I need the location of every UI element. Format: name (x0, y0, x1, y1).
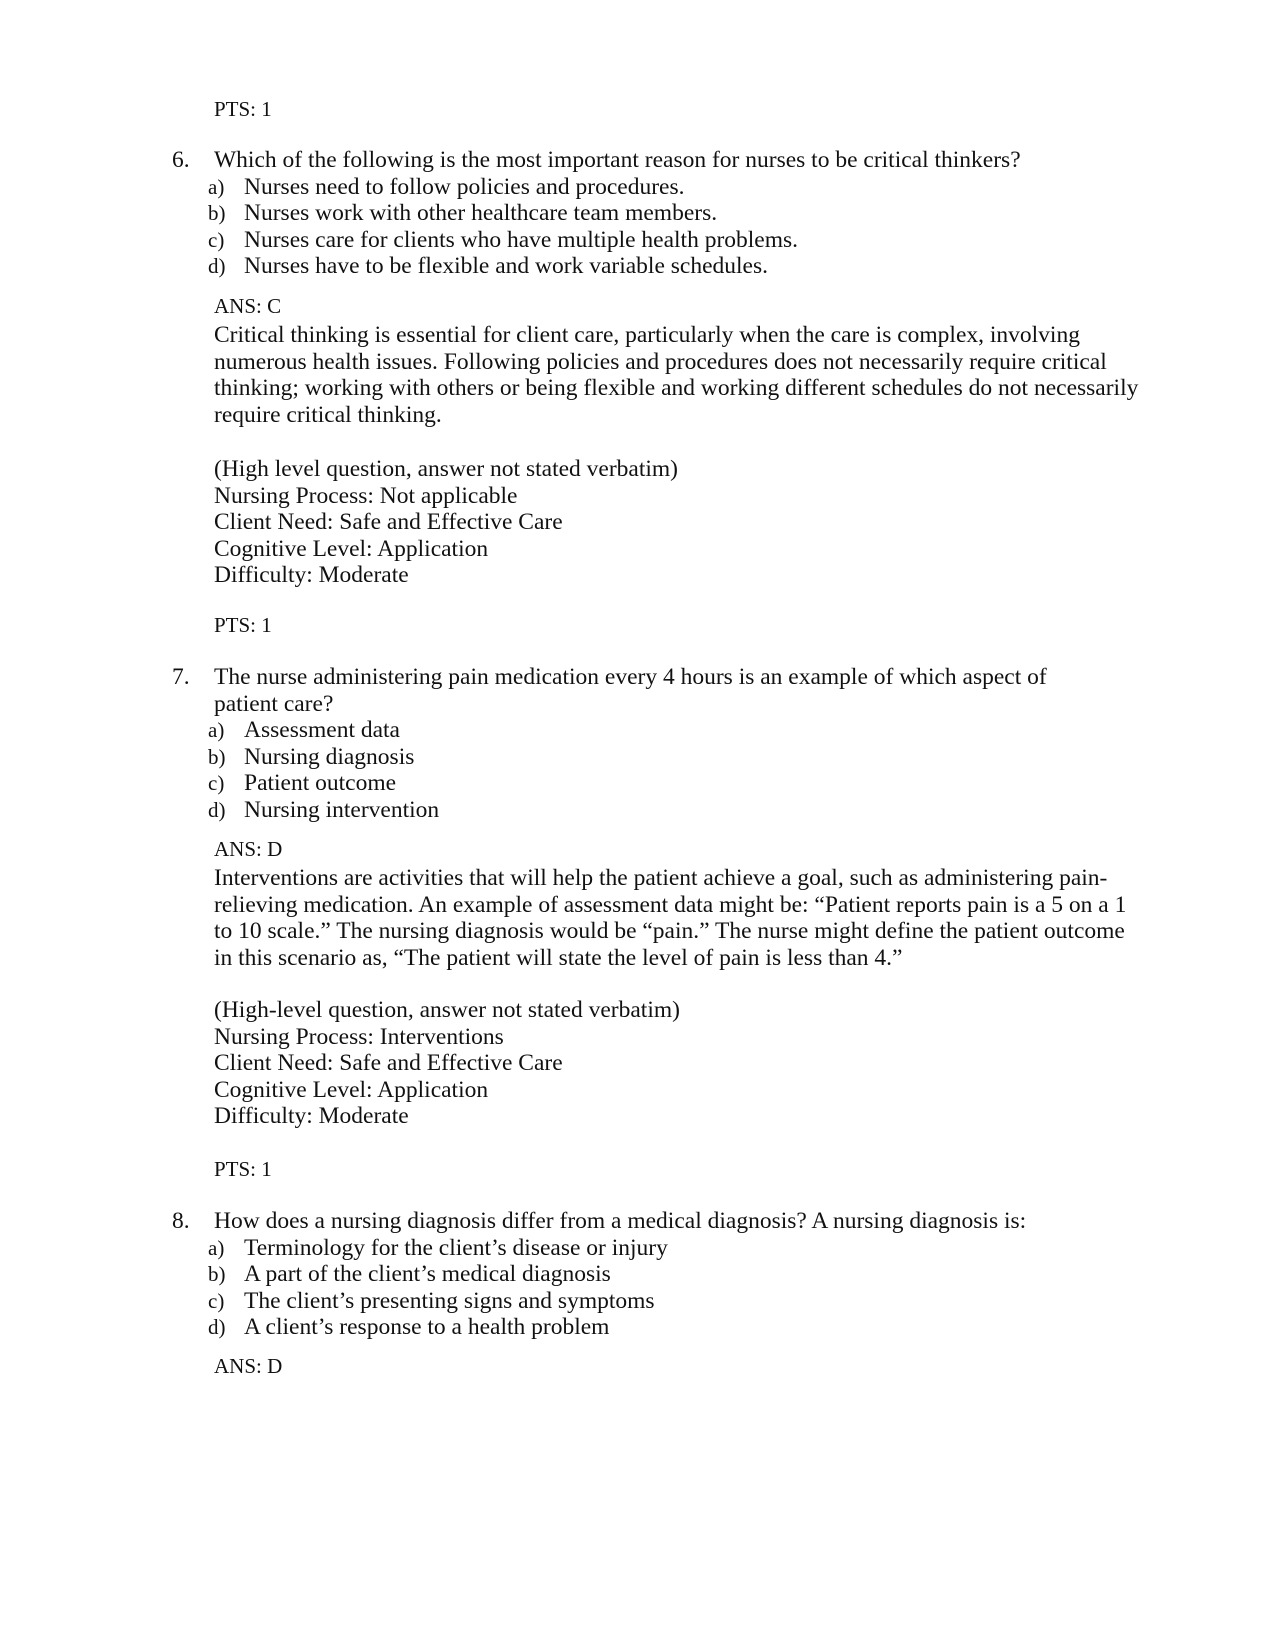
answer-key: ANS: C (214, 294, 282, 318)
option-text: A part of the client’s medical diagnosis (244, 1261, 611, 1287)
answer-options (172, 717, 1132, 823)
option-c (208, 1288, 1132, 1315)
option-letter: b) (208, 1262, 226, 1286)
answer-block-8 (214, 1354, 1139, 1382)
question-number: 6. (172, 147, 190, 173)
option-letter: d) (208, 254, 226, 278)
nursing-process: Nursing Process: Not applicable (214, 482, 518, 509)
option-d (208, 797, 1132, 824)
answer-block-7 (214, 837, 1139, 971)
points-label: PTS: 1 (214, 613, 272, 637)
option-letter: a) (208, 718, 225, 742)
option-letter: c) (208, 771, 225, 795)
question-stem (172, 147, 1132, 174)
option-a (208, 1235, 1132, 1262)
question-level: (High level question, answer not stated verbatim) (214, 456, 678, 482)
question-6 (172, 147, 1132, 280)
option-text: Nursing diagnosis (244, 743, 415, 770)
rationale-text: Interventions are activities that will help the patient achieve a goal, such as administering pain-relieving medication. An example of assessment data might be: “Patient reports pain is a 5 on a 1 to 10 scale.” The nursing diagnosis would be “pain.” The nurse might define the patient outcome in this scenario as, “The patient will state the level of pain is less than 4.” (214, 865, 1127, 971)
option-c (208, 227, 1132, 254)
option-c (208, 770, 1132, 797)
option-a (208, 717, 1132, 744)
option-text: Nurses have to be flexible and work variable schedules. (244, 253, 768, 279)
option-d (208, 253, 1132, 280)
answer-options (172, 1235, 1132, 1341)
points-label: PTS: 1 (214, 1157, 272, 1181)
question-metadata-7 (214, 997, 1139, 1130)
client-need: Client Need: Safe and Effective Care (214, 509, 563, 535)
option-letter: a) (208, 174, 225, 199)
nursing-process: Nursing Process: Interventions (214, 1023, 504, 1050)
answer-block-6 (214, 294, 1139, 428)
points-label: PTS: 1 (214, 97, 272, 121)
option-text: Nurses care for clients who have multiple health problems. (244, 226, 799, 253)
option-text: Nursing intervention (244, 796, 440, 823)
difficulty: Difficulty: Moderate (214, 562, 409, 588)
option-b (208, 1261, 1132, 1288)
answer-options (172, 174, 1132, 280)
option-a (208, 174, 1132, 201)
answer-key: ANS: D (214, 837, 283, 861)
option-text: A client’s response to a health problem (244, 1314, 610, 1340)
option-text: Nurses need to follow policies and procedures. (244, 173, 685, 200)
option-letter: b) (208, 744, 226, 769)
option-b (208, 200, 1132, 227)
option-text: Nurses work with other healthcare team members. (244, 200, 718, 226)
question-text: Which of the following is the most important reason for nurses to be critical thinkers? (214, 147, 1021, 173)
option-text: Assessment data (244, 717, 400, 743)
cognitive-level: Cognitive Level: Application (214, 535, 489, 562)
option-text: The client’s presenting signs and symptoms (244, 1287, 655, 1314)
option-letter: b) (208, 201, 226, 225)
answer-key: ANS: D (214, 1354, 283, 1378)
question-stem (172, 1208, 1132, 1235)
option-text: Patient outcome (244, 770, 397, 796)
question-stem (172, 664, 1132, 717)
question-level: (High-level question, answer not stated verbatim) (214, 997, 680, 1023)
option-letter: a) (208, 1235, 225, 1260)
rationale-text: Critical thinking is essential for client care, particularly when the care is complex, involving numerous health issues. Following policies and procedures does not necessarily require critical thinking; working with others or being flexible and working different schedules do not necessarily require critical thinking. (214, 322, 1139, 428)
question-7 (172, 664, 1132, 823)
cognitive-level: Cognitive Level: Application (214, 1076, 489, 1103)
question-metadata-6 (214, 456, 1139, 589)
question-text: How does a nursing diagnosis differ from a medical diagnosis? A nursing diagnosis is: (214, 1208, 1027, 1234)
option-letter: c) (208, 227, 225, 252)
option-d (208, 1314, 1132, 1341)
option-letter: d) (208, 797, 226, 822)
option-letter: d) (208, 1315, 226, 1339)
difficulty: Difficulty: Moderate (214, 1103, 409, 1129)
option-text: Terminology for the client’s disease or injury (244, 1234, 668, 1261)
client-need: Client Need: Safe and Effective Care (214, 1050, 563, 1076)
question-text: The nurse administering pain medication every 4 hours is an example of which aspect of patient care? (214, 664, 1047, 717)
question-number: 7. (172, 664, 190, 690)
option-letter: c) (208, 1288, 225, 1313)
question-number: 8. (172, 1208, 190, 1234)
option-b (208, 744, 1132, 771)
question-8 (172, 1208, 1132, 1341)
